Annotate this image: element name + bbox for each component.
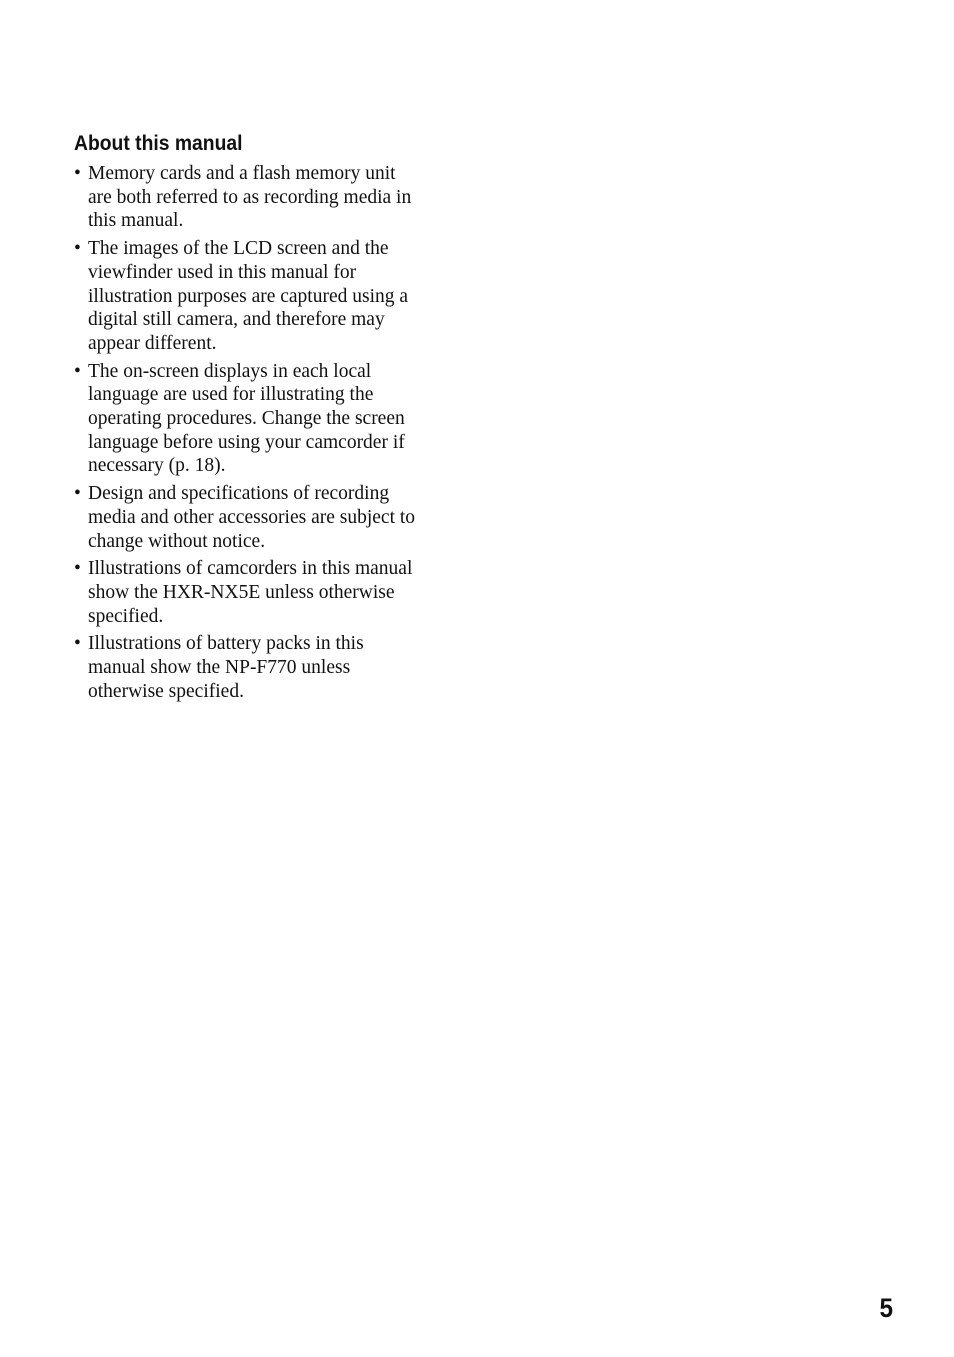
bullet-line: are both referred to as recording media in [88,186,412,208]
bullet-icon: • [74,483,81,505]
bullet-line: specified. [88,605,164,627]
bullet-line: Memory cards and a flash memory unit [88,163,396,184]
bullet-item [74,162,446,233]
page-number: 5 [879,1293,893,1323]
bullet-line: show the HXR-NX5E unless otherwise [88,581,395,603]
bullet-line: The on-screen displays in each local [88,360,372,382]
bullet-line: illustration purposes are captured using a [88,285,409,307]
bullet-line: this manual. [88,210,184,232]
bullet-line: operating procedures. Change the screen [88,408,405,430]
bullet-item [74,237,446,356]
bullet-icon: • [74,633,81,655]
bullet-line: necessary (p. 18). [88,455,226,477]
bullet-icon: • [74,238,81,260]
bullet-line: otherwise specified. [88,680,244,702]
bullet-line: language are used for illustrating the [88,384,374,406]
bullet-line: language before using your camcorder if [88,431,405,453]
bullet-line: Illustrations of battery packs in this [88,633,364,655]
bullet-line: media and other accessories are subject to [88,506,416,528]
bullet-line: The images of the LCD screen and the [88,238,389,260]
section-heading: About this manual [74,132,243,155]
bullet-icon: • [74,558,81,580]
bullet-item [74,557,446,628]
bullet-item [74,482,446,553]
bullet-list [74,162,446,703]
bullet-line: change without notice. [88,530,266,552]
bullet-item [74,360,446,479]
about-this-manual-section [74,128,446,707]
bullet-line: Illustrations of camcorders in this manual [88,558,413,580]
bullet-line: viewfinder used in this manual for [88,261,357,283]
bullet-line: appear different. [88,332,217,354]
bullet-line: Design and specifications of recording [88,483,390,505]
bullet-icon: • [74,163,81,184]
bullet-icon: • [74,360,81,382]
bullet-line: digital still camera, and therefore may [88,309,385,331]
bullet-line: manual show the NP-F770 unless [88,657,351,679]
bullet-item [74,632,446,703]
